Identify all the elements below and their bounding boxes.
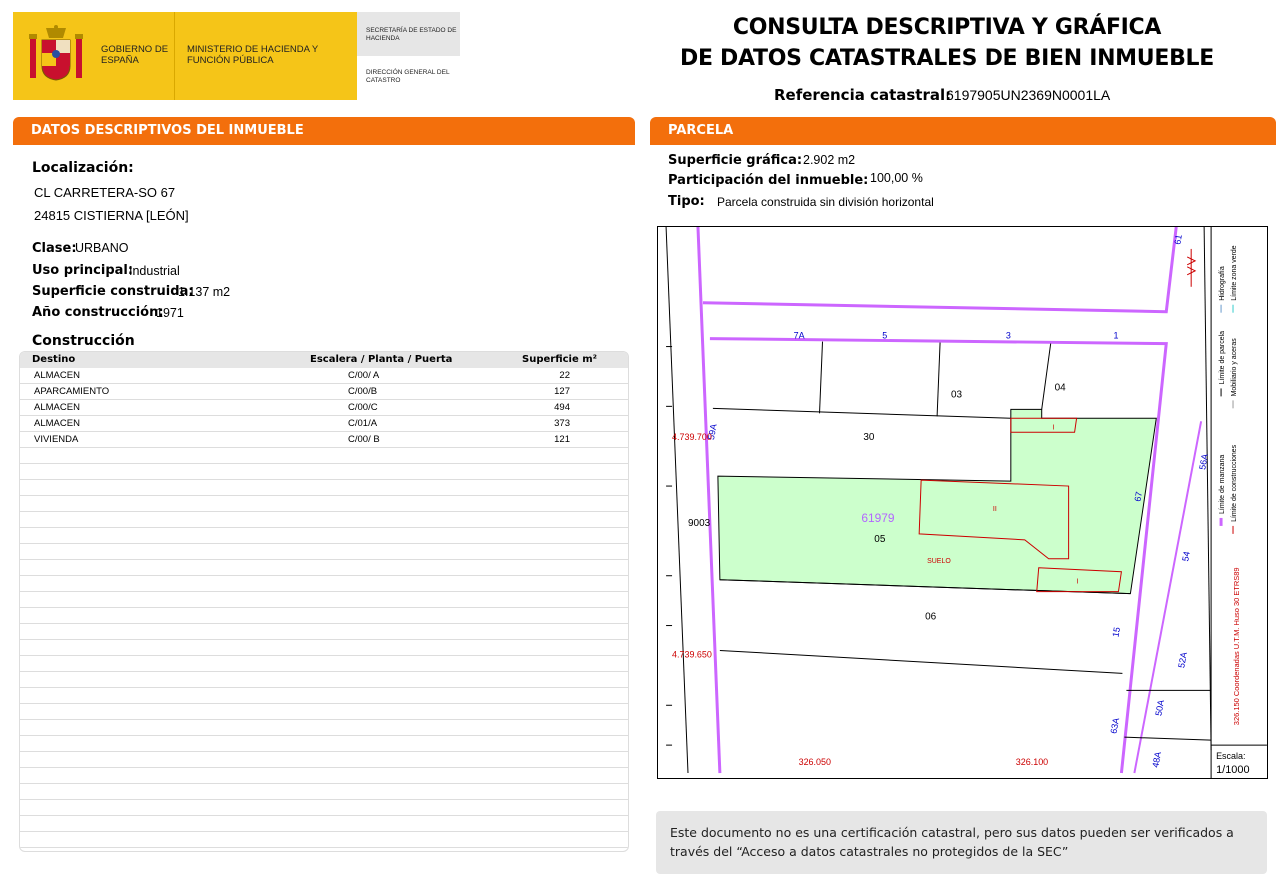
table-row — [20, 368, 628, 384]
parcel-ref-label: 61979 — [861, 510, 895, 525]
table-header — [20, 352, 628, 368]
table-row — [20, 736, 628, 752]
header-escalera: Escalera / Planta / Puerta — [310, 354, 453, 365]
cell-superficie: 22 — [559, 370, 570, 381]
manzana-line-top — [703, 227, 1176, 312]
cell-escalera: C/00/C — [348, 402, 378, 413]
coat-of-arms-icon — [26, 24, 86, 86]
num-7A: 7A — [793, 330, 805, 341]
legend-hidrografia: Hidrografía — [1219, 266, 1227, 301]
page-title — [640, 12, 1254, 74]
cell-superficie: 127 — [554, 386, 570, 397]
table-row — [20, 544, 628, 560]
num-56A: 56A — [1197, 453, 1210, 471]
cadastral-map — [657, 226, 1268, 779]
num-67: 67 — [1132, 490, 1145, 503]
escala-label: Escala: — [1216, 751, 1246, 762]
superficie-grafica-value: 2.902 m2 — [803, 153, 856, 167]
table-row — [20, 720, 628, 736]
table-row — [20, 448, 628, 464]
header-destino: Destino — [32, 354, 76, 365]
legend-construcciones: Límite de construcciones — [1231, 444, 1239, 522]
num-50A: 50A — [1153, 699, 1167, 717]
building-label-3: I — [1076, 578, 1079, 586]
construccion-table — [19, 351, 629, 852]
cell-destino: ALMACEN — [34, 418, 80, 429]
table-row — [20, 432, 628, 448]
table-row — [20, 416, 628, 432]
table-row — [20, 768, 628, 784]
num-15: 15 — [1110, 626, 1123, 638]
uso-value: Industrial — [129, 264, 180, 278]
participacion-label: Participación del inmueble: — [668, 173, 869, 188]
suelo-label: SUELO — [927, 557, 951, 565]
title-line-1: CONSULTA DESCRIPTIVA Y GRÁFICA — [732, 15, 1162, 40]
superficie-label: Superficie construida: — [32, 284, 194, 299]
map-legend — [1219, 245, 1241, 725]
table-row — [20, 704, 628, 720]
construccion-label: Construcción — [32, 333, 135, 349]
north-arrow-icon — [1187, 249, 1195, 287]
table-row — [20, 592, 628, 608]
clase-label: Clase: — [32, 241, 77, 256]
section-bar-datos: DATOS DESCRIPTIVOS DEL INMUEBLE — [13, 117, 635, 145]
manzana-line-left — [698, 227, 720, 773]
cell-superficie: 121 — [554, 434, 570, 445]
participacion-value: 100,00 % — [870, 171, 923, 185]
table-row — [20, 400, 628, 416]
ref-label: Referencia catastral: — [774, 86, 952, 104]
address-line-2: 24815 CISTIERNA [LEÓN] — [34, 208, 189, 223]
legend-zona-verde: Límite zona verde — [1231, 245, 1239, 301]
table-row — [20, 624, 628, 640]
cell-destino: APARCAMIENTO — [34, 386, 110, 397]
disclaimer-note — [656, 811, 1267, 874]
tipo-value: Parcela construida sin división horizontal — [717, 195, 934, 209]
legend-parcela: Límite de parcela — [1219, 330, 1227, 385]
logo-separator — [174, 12, 175, 100]
table-row — [20, 640, 628, 656]
cell-destino: ALMACEN — [34, 402, 80, 413]
table-row — [20, 832, 628, 848]
legend-manzana: Límite de manzana — [1219, 454, 1227, 514]
table-row — [20, 480, 628, 496]
address-line-1: CL CARRETERA-SO 67 — [34, 185, 176, 200]
cell-escalera: C/00/ A — [348, 370, 380, 381]
ref-value: 6197905UN2369N0001LA — [946, 87, 1111, 103]
table-row — [20, 576, 628, 592]
note-line-1: Este documento no es una certificación catastral, pero sus datos pueden ser verificados a — [670, 825, 1234, 840]
uso-label: Uso principal: — [32, 263, 134, 278]
num-59A: 59A — [706, 423, 719, 441]
num-48A: 48A — [1150, 750, 1164, 769]
label-30: 30 — [863, 432, 875, 444]
table-row — [20, 688, 628, 704]
cell-destino: VIVIENDA — [34, 434, 79, 445]
table-row — [20, 512, 628, 528]
table-body — [20, 368, 628, 848]
table-row — [20, 784, 628, 800]
note-line-2: través del “Acceso a datos catastrales no protegidos de la SEC” — [670, 844, 1069, 859]
num-3: 3 — [1005, 330, 1011, 341]
localizacion-label: Localización: — [32, 160, 134, 176]
table-row — [20, 672, 628, 688]
ano-value: 1971 — [156, 306, 184, 320]
table-row — [20, 608, 628, 624]
building-label-1: I — [1052, 424, 1055, 432]
label-05: 05 — [874, 533, 886, 545]
cell-superficie: 373 — [554, 418, 570, 429]
table-row — [20, 800, 628, 816]
num-52A: 52A — [1176, 651, 1189, 669]
legend-coordenadas: 326.150 Coordenadas U.T.M. Huso 30 ETRS89 — [1231, 567, 1241, 726]
superficie-value: 1.137 m2 — [178, 285, 231, 299]
superficie-grafica-label: Superficie gráfica: — [668, 153, 803, 168]
table-row — [20, 752, 628, 768]
header-superficie: Superficie m² — [522, 354, 598, 365]
num-54: 54 — [1180, 550, 1192, 563]
tipo-label: Tipo: — [668, 194, 705, 209]
table-row — [20, 384, 628, 400]
ano-label: Año construcción: — [32, 305, 164, 320]
section-bar-parcela: PARCELA — [650, 117, 1276, 145]
cell-superficie: 494 — [554, 402, 570, 413]
secretaria-label: SECRETARÍA DE ESTADO DE HACIENDA — [366, 27, 457, 42]
clase-value: URBANO — [75, 241, 129, 255]
label-03: 03 — [951, 389, 963, 401]
coord-y-2: 4.739.650 — [672, 649, 712, 660]
cell-escalera: C/00/B — [348, 386, 378, 397]
table-row — [20, 816, 628, 832]
label-06: 06 — [925, 611, 937, 623]
table-row — [20, 496, 628, 512]
num-1: 1 — [1113, 330, 1119, 341]
num-5: 5 — [882, 330, 888, 341]
num-61: 61 — [1172, 233, 1184, 246]
ministerio-label: MINISTERIO DE HACIENDA Y FUNCIÓN PÚBLICA — [187, 44, 319, 66]
num-63A: 63A — [1108, 717, 1122, 735]
label-04: 04 — [1054, 382, 1066, 394]
cell-escalera: C/01/A — [348, 418, 378, 429]
direccion-label: DIRECCIÓN GENERAL DEL CATASTRO — [366, 69, 450, 84]
cell-destino: ALMACEN — [34, 370, 80, 381]
coord-x-2: 326.100 — [1015, 757, 1049, 768]
title-line-2: DE DATOS CATASTRALES DE BIEN INMUEBLE — [679, 46, 1214, 71]
table-row — [20, 560, 628, 576]
gobierno-label: GOBIERNO DE ESPAÑA — [101, 44, 169, 66]
label-9003: 9003 — [687, 517, 711, 529]
legend-mobiliario: Mobiliario y aceras — [1231, 338, 1239, 397]
cell-escalera: C/00/ B — [348, 434, 380, 445]
escala-value: 1/1000 — [1216, 764, 1250, 777]
tick-marks — [666, 347, 672, 746]
coord-y-1: 4.739.700 — [672, 432, 712, 443]
parcel-area — [718, 409, 1156, 593]
table-row — [20, 464, 628, 480]
coord-x-1: 326.050 — [798, 757, 831, 768]
table-row — [20, 528, 628, 544]
building-label-2: II — [992, 505, 997, 513]
table-row — [20, 656, 628, 672]
